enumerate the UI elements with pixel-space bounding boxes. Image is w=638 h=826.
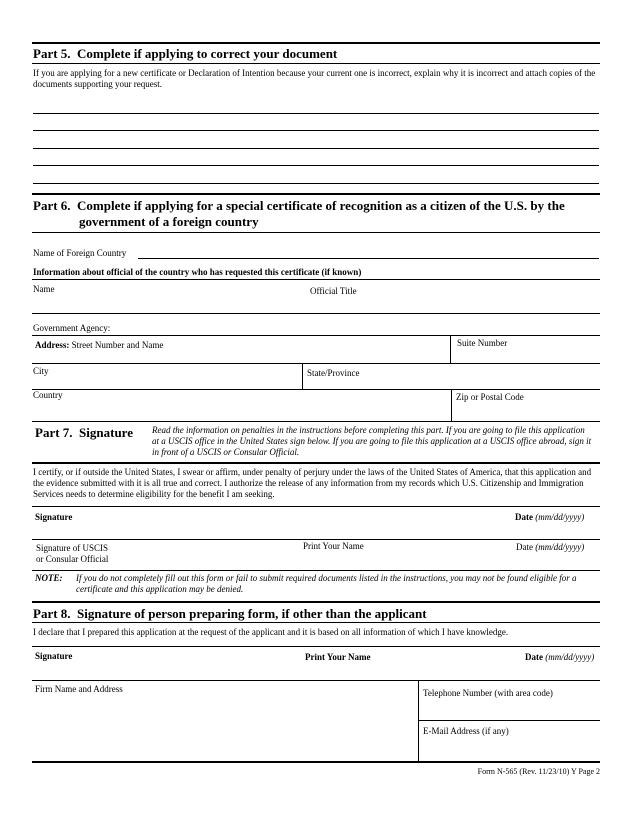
state-label: State/Province: [307, 368, 360, 378]
part6-title-line1: Complete if applying for a special certificate of recognition as a citizen of the U.S. by the: [77, 198, 565, 213]
country-field[interactable]: [33, 402, 449, 420]
part7-number: Part 7.: [35, 425, 73, 440]
zip-label: Zip or Postal Code: [456, 392, 524, 402]
uscis-date-format: (mm/dd/yyyy): [535, 542, 585, 552]
preparer-signature-label: Signature: [35, 651, 73, 661]
applicant-date-field[interactable]: [510, 524, 599, 538]
preparer-date-word: Date: [525, 652, 543, 662]
state-field[interactable]: [304, 378, 599, 388]
note-label: NOTE:: [35, 573, 63, 583]
official-name-label: Name: [33, 284, 55, 294]
address-label: [35, 340, 163, 350]
preparer-date-label: [525, 652, 594, 662]
city-field[interactable]: [33, 376, 299, 388]
part5-instructions: If you are applying for a new certificate or Declaration of Intention because your current one is incorrect, explain why it is incorrect and attach copies of the documents supporting your request.: [33, 68, 596, 89]
note-text: If you do not completely fill out this form or fail to submit required documents listed in the instructions, you may not be found eligible for a certificate and this application may be denied.: [76, 573, 577, 594]
street-field[interactable]: [33, 350, 448, 362]
part5-top-rule: [32, 42, 600, 44]
agency-rule: [32, 335, 600, 336]
firm-label: Firm Name and Address: [35, 684, 123, 694]
uscis-date-field[interactable]: [510, 552, 599, 566]
uscis-print-name-label: Print Your Name: [303, 541, 364, 551]
part5-heading: [33, 46, 337, 62]
part5-header-rule: [32, 63, 600, 64]
uscis-signature-label: [36, 543, 108, 565]
official-title-field[interactable]: [310, 296, 599, 312]
preparer-signature-rule: [32, 680, 600, 681]
suite-label: Suite Number: [457, 338, 508, 348]
applicant-signature-field[interactable]: [33, 524, 503, 538]
preparer-print-name-label: Print Your Name: [305, 652, 371, 662]
part8-heading: [33, 606, 427, 622]
country-label: Country: [33, 390, 63, 400]
zip-field[interactable]: [453, 404, 599, 420]
applicant-signature-rule: [32, 539, 600, 540]
applicant-date-word: Date: [515, 512, 533, 522]
uscis-print-name-field[interactable]: [300, 552, 500, 566]
declaration-rule: [32, 646, 600, 647]
address-rule: [32, 363, 600, 364]
part8-bottom-rule: [32, 761, 600, 763]
uscis-signature-rule: [32, 570, 600, 571]
suite-field[interactable]: [452, 350, 599, 362]
city-label: City: [33, 366, 49, 376]
part5-title: Complete if applying to correct your document: [77, 46, 338, 61]
part7-title: Signature: [79, 425, 133, 440]
phone-label: Telephone Number (with area code): [423, 688, 553, 698]
part5-line: [33, 113, 599, 114]
phone-field[interactable]: [420, 700, 599, 719]
part7-header-rule: [32, 462, 600, 464]
uscis-signature-line2: or Consular Official: [36, 554, 109, 564]
part5-line: [33, 130, 599, 131]
part7-heading: [35, 425, 133, 441]
applicant-date-label: [515, 512, 584, 522]
applicant-signature-label: Signature: [35, 512, 73, 522]
official-info-header: Information about official of the country who has requested this certificate (if known): [33, 267, 362, 277]
part6-header-rule: [32, 232, 600, 233]
preparer-signature-field[interactable]: [33, 663, 293, 679]
suite-divider: [450, 335, 451, 363]
phone-rule: [418, 720, 600, 721]
part5-number: Part 5.: [33, 46, 71, 61]
part5-line: [33, 165, 599, 166]
part5-line: [33, 183, 599, 184]
part6-top-rule: [32, 193, 600, 195]
applicant-date-format: (mm/dd/yyyy): [535, 512, 585, 522]
part6-number: Part 6.: [33, 198, 71, 213]
part5-line: [33, 148, 599, 149]
part8-title: Signature of person preparing form, if other than the applicant: [77, 606, 427, 621]
part6-title-line2: government of a foreign country: [79, 214, 259, 229]
part6-heading: [33, 198, 565, 230]
uscis-signature-line1: Signature of USCIS: [36, 543, 108, 553]
part7-certification: I certify, or if outside the United States, I swear or affirm, under penalty of perjury under the laws of the United States of America, that this application and the evidence submitted with it is all true and correct. I authorize the release of any information from my records which U.S. Citizenship and Immigration Services needs to determine eligibility for the benefit I am seeking.: [33, 467, 592, 499]
foreign-country-field[interactable]: [138, 244, 599, 258]
part8-top-rule: [32, 601, 600, 603]
preparer-print-name-field[interactable]: [300, 663, 500, 679]
city-rule: [32, 389, 600, 390]
foreign-country-label: Name of Foreign Country: [33, 248, 127, 258]
email-field[interactable]: [420, 738, 599, 760]
firm-divider: [418, 680, 419, 762]
form-footer: Form N-565 (Rev. 11/23/10) Y Page 2: [477, 767, 600, 776]
foreign-country-line: [138, 258, 599, 259]
agency-field[interactable]: [120, 320, 599, 334]
zip-divider: [451, 389, 452, 421]
part8-number: Part 8.: [33, 606, 71, 621]
official-title-label: Official Title: [310, 286, 357, 296]
certification-rule: [32, 506, 600, 507]
preparer-date-field[interactable]: [520, 663, 599, 679]
part7-instructions: Read the information on penalties in the instructions before completing this part. If you are going to file this application at a USCIS office in the United States sign below. If you are going to file this application at a USCIS office abroad, sign it in front of a USCIS or Consular Official.: [152, 425, 592, 457]
name-row-rule: [32, 313, 600, 314]
email-label: E-Mail Address (if any): [423, 726, 509, 736]
address-label-bold: Address:: [35, 340, 70, 350]
country-rule: [32, 421, 600, 422]
state-divider: [302, 363, 303, 389]
official-name-field[interactable]: [33, 294, 303, 312]
uscis-date-word: Date: [516, 542, 533, 552]
part8-header-rule: [32, 622, 600, 623]
part5-explanation-area[interactable]: [33, 96, 599, 188]
part8-declaration: I declare that I prepared this application at the request of the applicant and it is based on all information of which I have knowledge.: [33, 627, 509, 637]
address-label-rest: Street Number and Name: [69, 340, 164, 350]
agency-label: Government Agency:: [33, 323, 111, 333]
official-header-rule: [32, 279, 600, 280]
preparer-date-format: (mm/dd/yyyy): [545, 652, 595, 662]
uscis-date-label: [516, 542, 584, 552]
firm-address-field[interactable]: [33, 696, 415, 760]
